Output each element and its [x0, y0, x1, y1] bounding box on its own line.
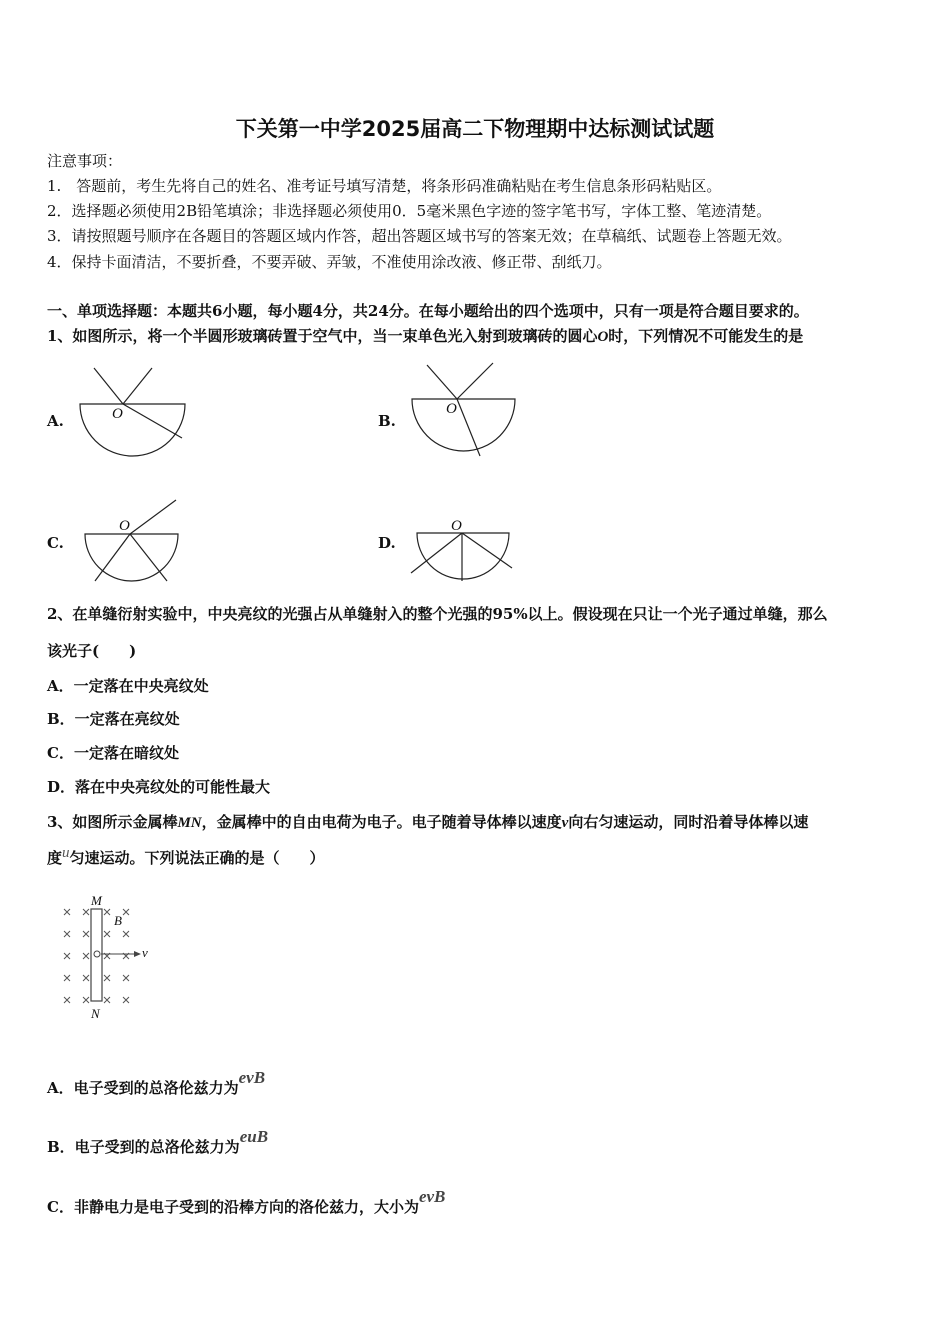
field-cross-icon — [64, 909, 70, 915]
option-formula: evB — [418, 1187, 446, 1206]
note-item: 2．选择题必须使用2B铅笔填涂；非选择题必须使用0．5毫米黑色字迹的签字笔书写，字体工整、笔迹清楚。 — [47, 202, 772, 220]
page-title: 下关第一中学2025届高二下物理期中达标测试试题 — [235, 117, 715, 141]
field-cross-icon — [64, 953, 70, 959]
field-cross-icon — [104, 931, 110, 937]
section-heading: 一、单项选择题：本题共6小题，每小题4分，共24分。在每小题给出的四个选项中，只有一项是符合题目要求的。 — [47, 302, 809, 320]
q3-text: 3、如图所示金属棒 — [47, 813, 178, 831]
field-cross-icon — [83, 909, 89, 915]
field-cross-icon — [123, 997, 129, 1003]
center-label: O — [446, 401, 457, 417]
note-item: 3．请按照题号顺序在各题目的答题区域内作答，超出答题区域书写的答案无效；在草稿纸、试题卷上答题无效。 — [47, 227, 792, 245]
note-item: 4．保持卡面清洁，不要折叠，不要弄破、弄皱，不准使用涂改液、修正带、刮纸刀。 — [47, 253, 612, 271]
q1-option-c[interactable]: C. — [47, 534, 64, 552]
field-cross-icon — [64, 975, 70, 981]
field-cross-icon — [123, 975, 129, 981]
center-label: O — [112, 406, 123, 422]
field-cross-icon — [83, 997, 89, 1003]
q3-var: v — [561, 815, 569, 831]
q3-var: u — [62, 845, 70, 861]
q3-option-a[interactable] — [47, 1068, 266, 1098]
q1-text: 时，下列情况不可能发生的是 — [608, 327, 804, 345]
field-cross-icon — [83, 953, 89, 959]
q3-text: 向右匀速运动，同时沿着导体棒以速 — [568, 813, 809, 831]
label-m: M — [91, 893, 102, 908]
label-b: B — [114, 913, 122, 928]
option-text: B．电子受到的总洛伦兹力为 — [47, 1138, 240, 1156]
note-item: 1. 答题前，考生先将自己的姓名、准考证号填写清楚，将条形码准确粘贴在考生信息条形码粘贴区。 — [47, 177, 722, 195]
question-2-stem: 2、在单缝衍射实验中，中央亮纹的光强占从单缝射入的整个光强的95%以上。假设现在只让一个光子通过单缝，那么 — [47, 605, 828, 623]
q2-option-a[interactable]: A．一定落在中央亮纹处 — [47, 677, 209, 695]
field-cross-icon — [123, 931, 129, 937]
q2-option-b[interactable]: B．一定落在亮纹处 — [47, 710, 180, 728]
option-formula: euB — [239, 1127, 269, 1146]
field-cross-icon — [83, 931, 89, 937]
field-cross-icon — [64, 931, 70, 937]
q2-option-d[interactable]: D．落在中央亮纹处的可能性最大 — [47, 778, 271, 796]
q1-text: 1、如图所示，将一个半圆形玻璃砖置于空气中，当一束单色光入射到玻璃砖的圆心 — [47, 327, 598, 345]
q3-option-b[interactable] — [47, 1127, 269, 1157]
q3-text: ，金属棒中的自由电荷为电子。电子随着导体棒以速度 — [201, 813, 562, 831]
q1-var: O — [597, 329, 609, 345]
field-cross-icon — [104, 997, 110, 1003]
q3-text: 度 — [47, 849, 63, 867]
label-v: v — [142, 945, 148, 960]
q2-option-c[interactable]: C．一定落在暗纹处 — [47, 744, 179, 762]
q3-var: MN — [177, 815, 202, 831]
notes-heading: 注意事项： — [47, 152, 123, 170]
field-cross-icon — [104, 909, 110, 915]
q3-text: 匀速运动。下列说法正确的是（ ） — [69, 849, 325, 867]
q3-option-c[interactable] — [47, 1187, 446, 1217]
q1-option-a[interactable]: A. — [47, 412, 64, 430]
field-cross-icon — [83, 975, 89, 981]
field-cross-icon — [123, 909, 129, 915]
center-label: O — [119, 518, 130, 534]
q1-option-b[interactable]: B. — [378, 412, 396, 430]
label-n: N — [91, 1006, 100, 1021]
option-formula: evB — [238, 1068, 266, 1087]
center-label: O — [451, 518, 462, 534]
question-2-stem: 该光子( ) — [47, 642, 137, 660]
field-cross-icon — [104, 975, 110, 981]
field-cross-icon — [64, 997, 70, 1003]
q1-option-d[interactable]: D. — [378, 534, 396, 552]
option-text: A．电子受到的总洛伦兹力为 — [47, 1079, 239, 1097]
option-text: C．非静电力是电子受到的沿棒方向的洛伦兹力，大小为 — [47, 1198, 419, 1216]
